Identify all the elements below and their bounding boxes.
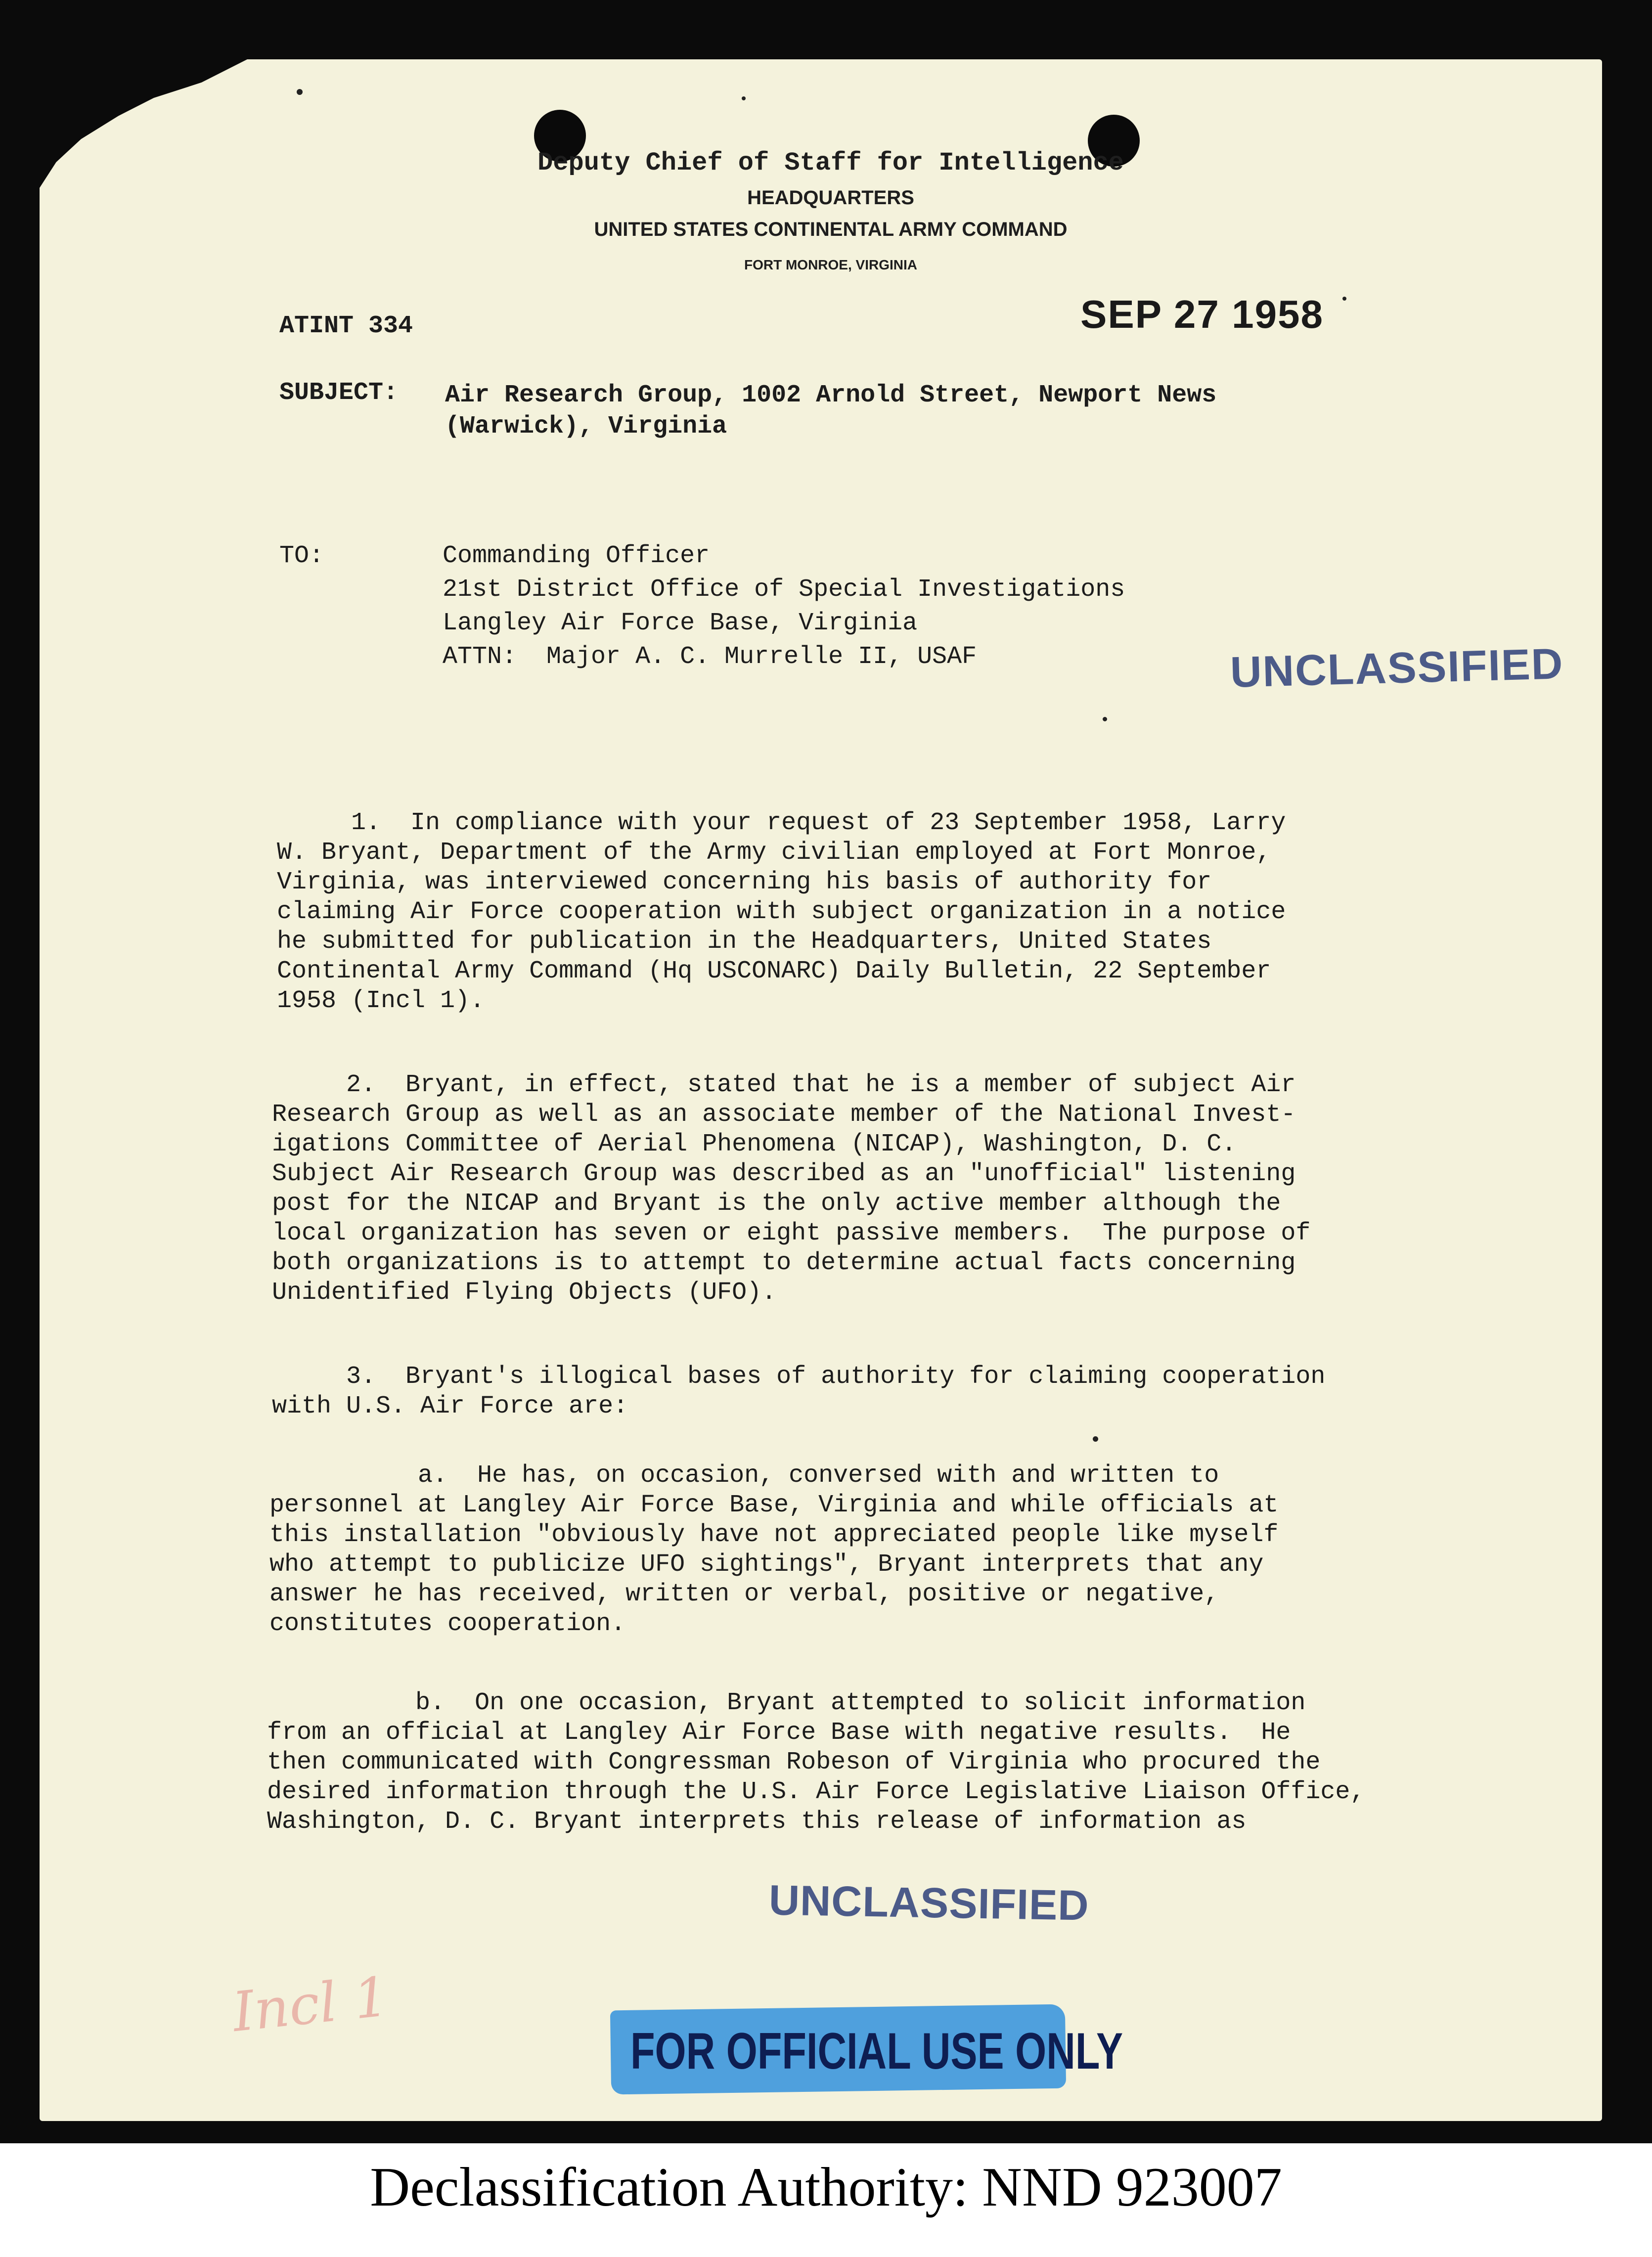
to-line-1: Commanding Officer [443, 542, 710, 570]
paragraph-1-line: Continental Army Command (Hq USCONARC) Daily Bulletin, 22 September [277, 957, 1271, 985]
letterhead-location: FORT MONROE, VIRGINIA [744, 257, 917, 272]
declassification-footer: Declassification Authority: NND 923007 [370, 2157, 1282, 2218]
speck [297, 89, 303, 95]
reference-number: ATINT 334 [279, 312, 413, 340]
to-label: TO: [279, 542, 324, 570]
paragraph-1-line: 1. In compliance with your request of 23 September 1958, Larry [277, 809, 1286, 837]
paragraph-2-line: Subject Air Research Group was described as an "unofficial" listening [272, 1160, 1296, 1188]
subparagraph-a-line: constitutes cooperation. [269, 1610, 626, 1638]
subparagraph-b-line: from an official at Langley Air Force Base with negative results. He [267, 1719, 1291, 1747]
subparagraph-a-line: answer he has received, written or verbal, positive or negative, [269, 1580, 1219, 1608]
paragraph-3-line: with U.S. Air Force are: [272, 1392, 628, 1420]
to-line-2: 21st District Office of Special Investigations [443, 575, 1125, 604]
paragraph-1-line: Virginia, was interviewed concerning his basis of authority for [277, 868, 1212, 896]
letterhead-command: UNITED STATES CONTINENTAL ARMY COMMAND [594, 219, 1068, 240]
paragraph-2-line: both organizations is to attempt to determine actual facts concerning [272, 1249, 1296, 1277]
subparagraph-b-line: desired information through the U.S. Air Force Legislative Liaison Office, [267, 1778, 1365, 1806]
subparagraph-a-line: a. He has, on occasion, conversed with and written to [269, 1461, 1219, 1490]
paragraph-3-line: 3. Bryant's illogical bases of authority for claiming cooperation [272, 1363, 1326, 1391]
speck [1093, 1436, 1098, 1442]
speck [742, 96, 746, 100]
subject-line-1: Air Research Group, 1002 Arnold Street, Newport News [445, 381, 1217, 409]
paragraph-2-line: local organization has seven or eight passive members. The purpose of [272, 1219, 1311, 1247]
subparagraph-b-line: then communicated with Congressman Robeson of Virginia who procured the [267, 1748, 1321, 1776]
paragraph-1-line: claiming Air Force cooperation with subject organization in a notice [277, 898, 1286, 926]
paragraph-1-line: W. Bryant, Department of the Army civilian employed at Fort Monroe, [277, 839, 1271, 867]
to-line-3: Langley Air Force Base, Virginia [443, 609, 918, 637]
paragraph-2-line: igations Committee of Aerial Phenomena (NICAP), Washington, D. C. [272, 1130, 1237, 1158]
paragraph-1-line: 1958 (Incl 1). [277, 987, 485, 1015]
handwritten-incl-note: Incl 1 [229, 1964, 392, 2044]
paragraph-2-line: Research Group as well as an associate member of the National Invest- [272, 1101, 1296, 1129]
paragraph-1-line: he submitted for publication in the Headquarters, United States [277, 928, 1212, 956]
speck [1103, 717, 1107, 721]
subparagraph-a-line: this installation "obviously have not appreciated people like myself [269, 1521, 1279, 1549]
letterhead-headquarters: HEADQUARTERS [747, 187, 914, 209]
paragraph-2-line: post for the NICAP and Bryant is the only active member although the [272, 1190, 1281, 1218]
date-stamp: SEP 27 1958 [1080, 292, 1324, 336]
official-use-stamp: FOR OFFICIAL USE ONLY [630, 2023, 1123, 2080]
subject-label: SUBJECT: [279, 379, 399, 407]
paragraph-2-line: Unidentified Flying Objects (UFO). [272, 1279, 777, 1307]
unclassified-stamp-bottom: UNCLASSIFIED [768, 1876, 1090, 1930]
subparagraph-a-line: personnel at Langley Air Force Base, Virginia and while officials at [269, 1491, 1279, 1519]
letterhead-office: Deputy Chief of Staff for Intelligence [537, 148, 1124, 177]
paragraph-2-line: 2. Bryant, in effect, stated that he is a member of subject Air [272, 1071, 1296, 1099]
subparagraph-b-line: Washington, D. C. Bryant interprets this release of information as [267, 1808, 1247, 1836]
subparagraph-b-line: b. On one occasion, Bryant attempted to solicit information [267, 1689, 1306, 1717]
speck [1342, 297, 1346, 301]
subject-line-2: (Warwick), Virginia [445, 412, 727, 441]
subparagraph-a-line: who attempt to publicize UFO sightings", Bryant interprets that any [269, 1550, 1264, 1579]
torn-corner [40, 59, 247, 188]
unclassified-stamp-top: UNCLASSIFIED [1229, 639, 1564, 697]
to-attention: ATTN: Major A. C. Murrelle II, USAF [443, 643, 977, 671]
